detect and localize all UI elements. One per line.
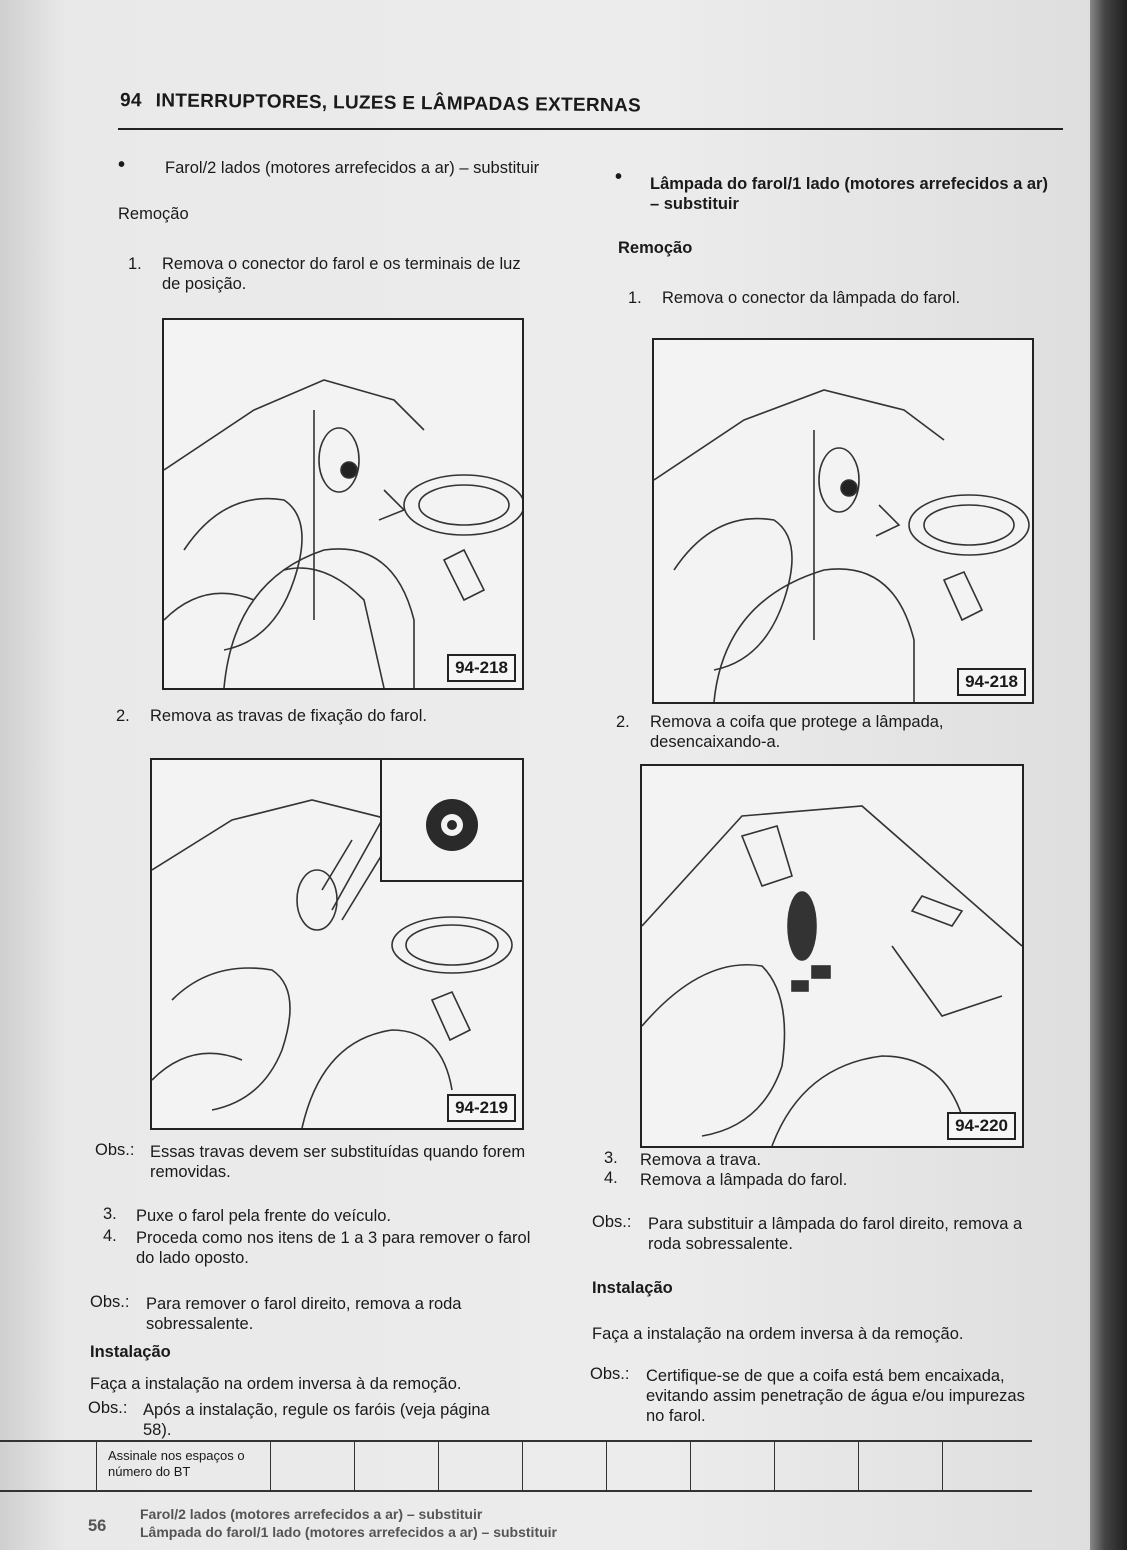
bt-cell[interactable] xyxy=(522,1442,523,1490)
bt-cell xyxy=(96,1442,97,1490)
right-step1-text: Remova o conector da lâmpada do farol. xyxy=(662,289,961,307)
left-step2-text: Remova as travas de fixação do farol. xyxy=(150,707,427,725)
bt-cell[interactable] xyxy=(270,1442,271,1490)
figure-label: 94-220 xyxy=(947,1112,1016,1140)
left-step4-number: 4. xyxy=(103,1227,117,1245)
figure-94-220 xyxy=(640,764,1024,1148)
figure-label: 94-219 xyxy=(447,1094,516,1122)
right-bullet: • xyxy=(615,166,623,188)
prev-page-number: 56 xyxy=(88,1517,107,1535)
right-obs2-label: Obs.: xyxy=(590,1365,630,1383)
left-step4-text: Proceda como nos itens de 1 a 3 para remover o farol do lado oposto. xyxy=(136,1229,531,1267)
bt-cell[interactable] xyxy=(858,1442,859,1490)
book-edge xyxy=(1090,0,1127,1550)
right-step2-number: 2. xyxy=(616,713,630,731)
right-obs1-label: Obs.: xyxy=(592,1213,632,1231)
left-obs2-label: Obs.: xyxy=(90,1293,130,1311)
bt-cell[interactable] xyxy=(942,1442,943,1490)
clip-inset xyxy=(380,760,522,882)
right-step3-number: 3. xyxy=(604,1149,618,1167)
left-obs2-text: Para remover o farol direito, remova a roda sobressalente. xyxy=(146,1295,462,1333)
left-step3-number: 3. xyxy=(103,1205,117,1223)
left-install-heading: Instalação xyxy=(90,1343,171,1361)
right-obs2-text: Certifique-se de que a coifa está bem encaixada, evitando assim penetração de água e/ou impurezas no farol. xyxy=(646,1367,1025,1425)
left-obs3-text: Após a instalação, regule os faróis (veja página 58). xyxy=(143,1401,490,1439)
prev-page-line2: Lâmpada do farol/1 lado (motores arrefecidos a ar) – substituir xyxy=(140,1524,557,1540)
right-step2-text: Remova a coifa que protege a lâmpada, desencaixando-a. xyxy=(650,713,944,751)
figure-94-219 xyxy=(150,758,524,1130)
left-install-text: Faça a instalação na ordem inversa à da remoção. xyxy=(90,1375,462,1393)
figure-label: 94-218 xyxy=(447,654,516,682)
engine-bay-illustration xyxy=(654,340,1032,702)
page-title: INTERRUPTORES, LUZES E LÂMPADAS EXTERNAS xyxy=(155,90,642,117)
bt-cell[interactable] xyxy=(606,1442,607,1490)
left-step1-number: 1. xyxy=(128,255,142,273)
left-section-title: Farol/2 lados (motores arrefecidos a ar) – substituir xyxy=(165,159,540,177)
left-obs3-label: Obs.: xyxy=(88,1399,128,1417)
left-step2-number: 2. xyxy=(116,707,130,725)
left-obs1-text: Essas travas devem ser substituídas quando forem removidas. xyxy=(150,1143,526,1181)
prev-page-line1: Farol/2 lados (motores arrefecidos a ar) – substituir xyxy=(140,1506,483,1522)
page-number: 94 xyxy=(119,90,142,112)
bt-cell[interactable] xyxy=(774,1442,775,1490)
engine-bay-illustration xyxy=(164,320,522,688)
right-section-title: Lâmpada do farol/1 lado (motores arrefecidos a ar) – substituir xyxy=(650,175,1048,213)
right-step4-number: 4. xyxy=(604,1169,618,1187)
figure-label: 94-218 xyxy=(957,668,1026,696)
headlight-cover-illustration xyxy=(642,766,1022,1146)
right-install-heading: Instalação xyxy=(592,1279,673,1297)
left-step3-text: Puxe o farol pela frente do veículo. xyxy=(136,1207,391,1225)
figure-94-218-left xyxy=(162,318,524,690)
right-removal-heading: Remoção xyxy=(618,239,693,257)
left-step1-text: Remova o conector do farol e os terminais de luz de posição. xyxy=(162,255,521,293)
bt-note: Assinale nos espaços o número do BT xyxy=(108,1448,245,1479)
header-rule xyxy=(118,128,1063,130)
bt-cell[interactable] xyxy=(354,1442,355,1490)
right-obs1-text: Para substituir a lâmpada do farol direito, remova a roda sobressalente. xyxy=(648,1215,1023,1253)
right-step3-text: Remova a trava. xyxy=(640,1151,762,1169)
clip-detail-icon xyxy=(382,760,522,880)
bt-cell[interactable] xyxy=(690,1442,691,1490)
left-removal-heading: Remoção xyxy=(118,205,189,223)
bt-cell[interactable] xyxy=(438,1442,439,1490)
right-step1-number: 1. xyxy=(628,289,642,307)
left-obs1-label: Obs.: xyxy=(95,1141,135,1159)
right-install-text: Faça a instalação na ordem inversa à da remoção. xyxy=(592,1325,964,1343)
figure-94-218-right xyxy=(652,338,1034,704)
left-bullet: • xyxy=(118,154,126,176)
right-step4-text: Remova a lâmpada do farol. xyxy=(640,1171,848,1189)
bt-number-table xyxy=(0,1440,1032,1492)
